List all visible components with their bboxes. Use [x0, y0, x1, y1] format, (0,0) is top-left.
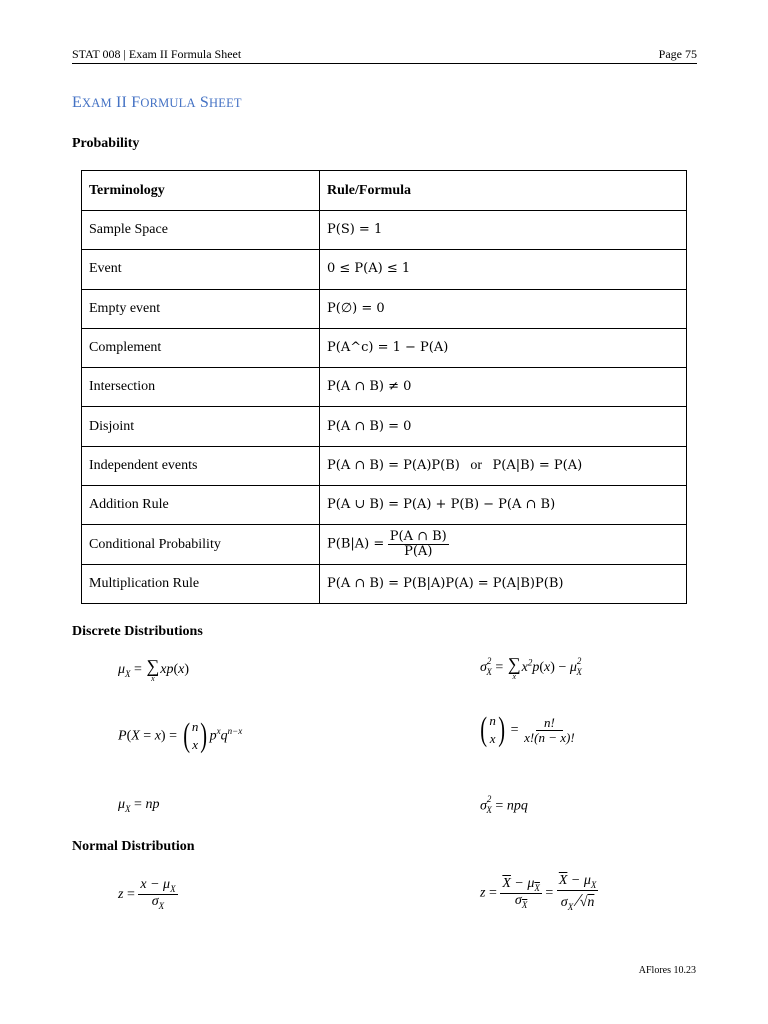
- term-cell: Sample Space: [82, 211, 320, 250]
- header-page-number: Page 75: [658, 47, 697, 61]
- section-heading-normal: Normal Distribution: [72, 839, 195, 854]
- title-part: XAM: [81, 96, 112, 110]
- formula-text: P(A|B) = P(A): [492, 457, 583, 473]
- table-row: [82, 407, 687, 446]
- term-cell: Complement: [82, 328, 320, 367]
- term-cell: Intersection: [82, 368, 320, 407]
- formula-text: P(S) = 1: [327, 222, 383, 238]
- formula-cell: [320, 407, 687, 446]
- formula-fraction: [388, 530, 449, 558]
- formula-text: P(A ∩ B) = P(A)P(B): [327, 457, 460, 473]
- formula-discrete-variance: $\sigma^2_X$ = ∑ x $x^2p(x) - \mu^2_X$: [480, 654, 582, 681]
- page-header: [72, 47, 697, 64]
- formula-text: P(A ∩ B) ≠ 0: [327, 379, 412, 395]
- formula-text: 0 ≤ P(A) ≤ 1: [327, 261, 411, 277]
- column-header-formula: Rule/Formula: [320, 171, 687, 211]
- footer-author: AFlores 10.23: [638, 965, 696, 976]
- formula-connector: or: [470, 457, 483, 473]
- formula-binomial-coefficient: ( n x ) = $\frac{n!}{x!(n - x)!}$: [480, 711, 575, 749]
- section-heading-probability: Probability: [72, 136, 140, 151]
- formula-cell: [320, 211, 687, 250]
- title-part: F: [131, 94, 141, 111]
- term-cell: Multiplication Rule: [82, 564, 320, 603]
- column-header-terminology: Terminology: [82, 171, 320, 211]
- probability-table: [81, 170, 687, 604]
- table-row: [82, 250, 687, 289]
- formula-cell: [320, 250, 687, 289]
- title-part: E: [72, 94, 82, 111]
- formula-binomial-probability: P(X = x) = ( n x ) $p^xq^{n-x}$: [118, 717, 243, 755]
- page-title: [72, 94, 242, 112]
- term-cell: Independent events: [82, 446, 320, 485]
- formula-text: P(A ∪ B) = P(A) + P(B) − P(A ∩ B): [327, 497, 556, 513]
- formula-text: P(∅) = 0: [327, 300, 385, 316]
- fraction-denominator: P(A): [404, 544, 433, 560]
- formula-cell: [320, 446, 687, 485]
- table-row: [82, 328, 687, 367]
- formula-text: P(A ∩ B) = 0: [327, 418, 412, 434]
- term-cell: Addition Rule: [82, 486, 320, 525]
- formula-cell: [320, 486, 687, 525]
- formula-cell: [320, 564, 687, 603]
- title-part: ORMULA: [140, 96, 196, 110]
- title-part: II: [111, 94, 132, 111]
- title-part: S: [195, 94, 210, 111]
- formula-z-score-sample-mean: z = $\frac{\overline{X} - \mu_{\overline{X}}}{\sigma_{\overline{X}}}$ = $\frac{\overline{X} - \mu_X}{\sigma_X ⁄√n}$: [480, 873, 597, 913]
- table-row: [82, 525, 687, 564]
- table-row: [82, 564, 687, 603]
- formula-discrete-mean: $\mu_X$ = ∑ x xp(x): [118, 656, 190, 683]
- table-header-row: [82, 171, 687, 211]
- fraction-numerator: P(A ∩ B): [389, 529, 447, 545]
- term-cell: Conditional Probability: [82, 525, 320, 564]
- table-row: [82, 289, 687, 328]
- title-part: HEET: [209, 96, 242, 110]
- formula-cell: [320, 368, 687, 407]
- header-course-title: STAT 008 | Exam II Formula Sheet: [72, 47, 242, 61]
- formula-text: P(A^c) = 1 − P(A): [327, 340, 449, 356]
- formula-z-score: z = $\frac{x - \mu_X}{\sigma_X}$: [118, 877, 176, 912]
- formula-cell: [320, 328, 687, 367]
- term-cell: Empty event: [82, 289, 320, 328]
- table-row: [82, 211, 687, 250]
- table-row: [82, 446, 687, 485]
- table-row: [82, 486, 687, 525]
- formula-cell: [320, 289, 687, 328]
- formula-lhs: P(B|A) =: [327, 536, 385, 552]
- section-heading-discrete: Discrete Distributions: [72, 624, 203, 639]
- formula-cell: [320, 525, 687, 564]
- table-row: [82, 368, 687, 407]
- term-cell: Event: [82, 250, 320, 289]
- formula-binomial-variance: $\sigma^2_X$ = npq: [480, 794, 528, 816]
- formula-binomial-mean: $\mu_X$ = np: [118, 797, 160, 814]
- formula-text: P(A ∩ B) = P(B|A)P(A) = P(A|B)P(B): [327, 575, 564, 591]
- term-cell: Disjoint: [82, 407, 320, 446]
